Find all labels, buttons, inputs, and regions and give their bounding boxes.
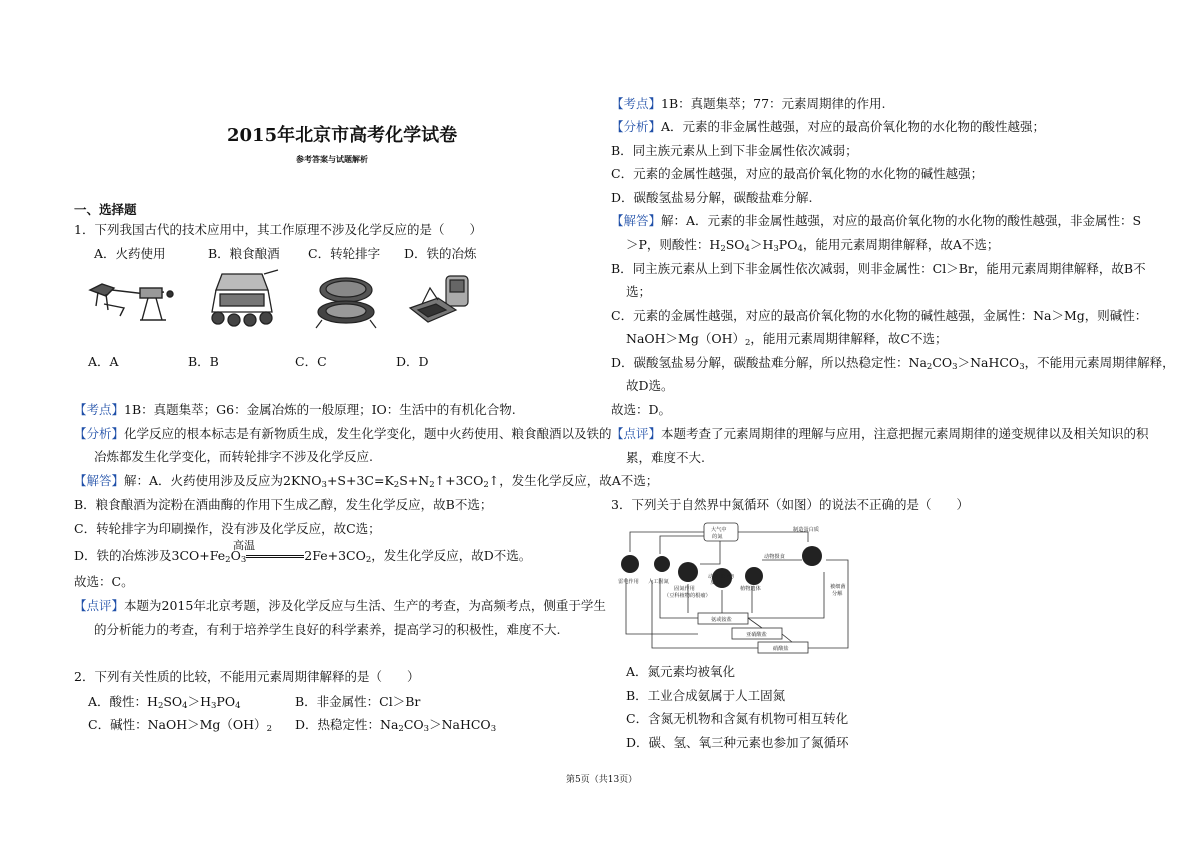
kaodian-tag: 【考点】: [74, 402, 125, 417]
q1-option-label-d: D．铁的冶炼: [404, 246, 477, 261]
dianping-tag: 【点评】: [74, 598, 125, 613]
q1-jieda-c: C．转轮排字为印刷操作，没有涉及化学反应，故C选；: [74, 521, 381, 536]
page-subtitle: 参考答案与试题解析: [296, 154, 368, 164]
label-artificial: 人工固氮: [648, 579, 669, 585]
label-protein: 制造蛋白质: [793, 527, 819, 533]
q2-jieda-d-cont: 故D选。: [626, 378, 674, 393]
q3-option-b: B．工业合成氨属于人工固氮: [626, 688, 786, 703]
q1-dianping-line2: 的分析能力的考查，有利于培养学生良好的科学素养，提高学习的积极性，难度不大.: [94, 622, 561, 637]
q1-option-label-a: A．火药使用: [94, 246, 166, 261]
q2-option-d: D．热稳定性：$Na_2CO_3>NaHCO_3$: [295, 717, 497, 734]
label-nitrite: 亚硝酸盐: [746, 632, 767, 638]
reaction-condition: 高温: [233, 539, 255, 552]
label-fixation-2: （豆科植物的根瘤）: [664, 593, 711, 599]
label-animal-remains-2: 及遗体: [710, 580, 726, 586]
q2-fenxi-b: B．同主族元素从上到下非金属性依次减弱；: [611, 143, 858, 158]
nitrogen-cycle-diagram: [612, 520, 860, 656]
q1-choice-c: C．C: [295, 354, 327, 369]
section-heading: 一、选择题: [74, 202, 137, 217]
label-plant-remains: 植物遗体: [740, 586, 761, 592]
q1-option-label-c: C．转轮排字: [308, 246, 381, 261]
label-lightning: 雷电作用: [618, 579, 639, 585]
q1-choice-a: A．A: [88, 354, 119, 369]
q1-answer: 故选：C。: [74, 574, 134, 589]
q2-jieda: 【解答】解：A．元素的非金属性越强，对应的最高价氧化物的水化物的酸性越强，非金属性：S: [611, 213, 1142, 228]
q2-fenxi-c: C．元素的金属性越强，对应的最高价氧化物的水化物的碱性越强；: [611, 166, 984, 181]
fenxi-tag: 【分析】: [611, 119, 662, 134]
q2-jieda-c-cont: $NaOH>Mg(OH)_2$，能用元素周期律解释，故C不选；: [626, 331, 948, 348]
q2-option-c: C．碱性：$NaOH>Mg(OH)_2$: [88, 717, 272, 734]
q3-option-c: C．含氮无机物和含氮有机物可相互转化: [626, 711, 849, 726]
label-air: 大气中: [711, 527, 727, 533]
q1-option-label-b: B．粮食酿酒: [208, 246, 280, 261]
gunpowder-illustration: [84, 272, 180, 328]
q3-stem: 3．下列关于自然界中氮循环（如图）的说法不正确的是（ ）: [611, 497, 969, 512]
q1-choice-d: D．D: [396, 354, 429, 369]
iron-smelting-illustration: [402, 270, 480, 330]
q1-jieda-b: B．粮食酿酒为淀粉在酒曲酶的作用下生成乙醇，发生化学反应，故B不选；: [74, 497, 493, 512]
q1-dianping: 【点评】本题为2015年北京考题，涉及化学反应与生活、生产的考查，为高频考点，侧重于学生: [74, 598, 606, 613]
label-decompose: 被细菌: [830, 584, 846, 590]
q2-jieda-line2: ＞P，则酸性：$H_2SO_4>H_3PO_4$，能用元素周期律解释，故A不选；: [626, 237, 1000, 254]
q1-fenxi: 【分析】化学反应的根本标志是有新物质生成，发生化学变化，题中火药使用、粮食酿酒以及铁的: [74, 426, 612, 441]
q3-option-d: D．碳、氢、氧三种元素也参加了氮循环: [626, 735, 849, 750]
q1-kaodian: 【考点】1B：真题集萃；G6：金属冶炼的一般原理；IO：生活中的有机化合物.: [74, 402, 516, 417]
label-animal-eat: 动物摄食: [764, 554, 785, 560]
label-animal-remains: 动物排泄物: [708, 574, 734, 580]
fenxi-tag: 【分析】: [74, 426, 125, 441]
page-footer: 第5页（共13页）: [566, 775, 638, 785]
q2-fenxi-d: D．碳酸氢盐易分解，碳酸盐难分解.: [611, 190, 813, 205]
q2-dianping-line2: 累，难度不大.: [626, 450, 705, 465]
q2-fenxi: 【分析】A．元素的非金属性越强，对应的最高价氧化物的水化物的酸性越强；: [611, 119, 1046, 134]
wine-brewing-illustration: [202, 268, 284, 330]
q1-choice-b: B．B: [188, 354, 219, 369]
label-decompose-2: 分解: [832, 591, 843, 597]
page-title: 2015年北京市高考化学试卷: [227, 125, 458, 146]
q2-option-a: A．酸性：$H_2SO_4>H_3PO_4$: [88, 694, 241, 711]
type-wheel-illustration: [312, 272, 380, 330]
q1-stem: 1．下列我国古代的技术应用中，其工作原理不涉及化学反应的是（ ）: [74, 222, 482, 237]
q1-jieda-d: D．铁的冶炼涉及$3CO+Fe_2O_3$ $2Fe+3CO_2$，发生化学反应，故D不选。: [74, 548, 532, 565]
label-nitrate: 硝酸盐: [773, 646, 789, 652]
q2-dianping: 【点评】本题考查了元素周期律的理解与应用，注意把握元素周期律的递变规律以及相关知识的积: [611, 426, 1149, 441]
dianping-tag: 【点评】: [611, 426, 662, 441]
q2-kaodian: 【考点】1B：真题集萃；77：元素周期律的作用.: [611, 96, 886, 111]
jieda-tag: 【解答】: [611, 213, 662, 228]
q1-fenxi-line2: 冶炼都发生化学变化，而转轮排字不涉及化学反应.: [94, 449, 373, 464]
q2-jieda-b-cont: 选；: [626, 284, 652, 299]
q1-jieda: 【解答】解：A．火药使用涉及反应为$2KNO_3+S+3C=K_2S+N_2↑+3CO_2↑$，发生化学反应，故A不选；: [74, 473, 659, 490]
label-ammonium: 氨或铵盐: [711, 617, 732, 623]
q3-option-a: A．氮元素均被氧化: [626, 664, 736, 679]
jieda-tag: 【解答】: [74, 473, 125, 488]
q2-jieda-b: B．同主族元素从上到下非金属性依次减弱，则非金属性：Cl＞Br，能用元素周期律解释，故B不: [611, 261, 1146, 276]
label-fixation: 固氮作用: [674, 586, 695, 592]
q2-option-b: B．非金属性：Cl＞Br: [295, 694, 421, 709]
q2-answer: 故选：D。: [611, 402, 672, 417]
q2-jieda-d: D．碳酸氢盐易分解，碳酸盐难分解，所以热稳定性：$Na_2CO_3>NaHCO_3$，不能用元素周期律解释，: [611, 355, 1175, 372]
q2-jieda-c: C．元素的金属性越强，对应的最高价氧化物的水化物的碱性越强，金属性：Na＞Mg，则碱性：: [611, 308, 1148, 323]
label-nitrogen: 的氮: [712, 534, 723, 540]
q2-stem: 2．下列有关性质的比较，不能用元素周期律解释的是（ ）: [74, 669, 420, 684]
kaodian-tag: 【考点】: [611, 96, 662, 111]
